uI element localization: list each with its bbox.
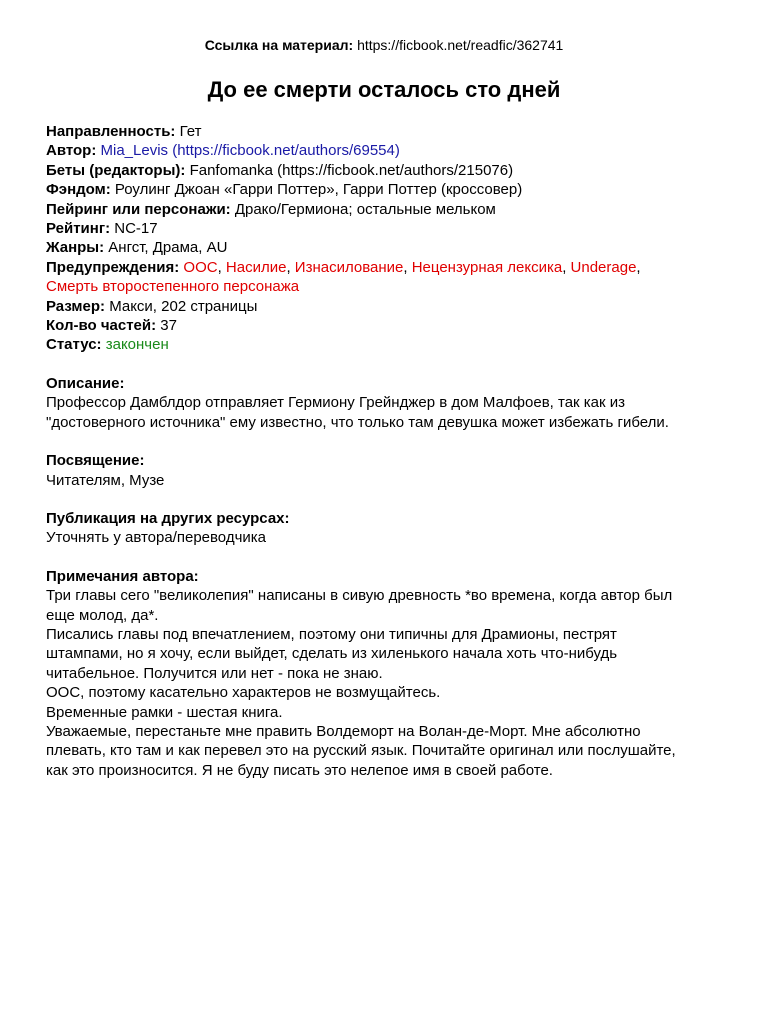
text-line: Уточнять у автора/переводчика <box>46 529 267 547</box>
meta-rating-value: NC-17 <box>114 220 158 238</box>
author-url-link[interactable]: (https://ficbook.net/authors/69554) <box>172 142 400 160</box>
meta-fandom <box>46 180 736 199</box>
warning-tag[interactable]: Смерть второстепенного персонажа <box>46 278 300 296</box>
meta-pairing-label: Пейринг или персонажи: <box>46 200 231 218</box>
meta-direction <box>46 122 736 141</box>
text-line: Временные рамки - шестая книга. <box>46 703 283 721</box>
text-line: Профессор Дамблдор отправляет Гермиону Грейнджер в дом Малфоев, так как из <box>46 394 626 412</box>
section-body <box>46 586 736 780</box>
meta-parts <box>46 316 736 335</box>
warning-tag[interactable]: Нецензурная лексика <box>411 258 563 276</box>
meta-parts-label: Кол-во частей: <box>46 317 157 335</box>
meta-warnings <box>46 258 736 297</box>
meta-pairing <box>46 200 736 219</box>
source-url[interactable]: https://ficbook.net/readfic/362741 <box>357 37 564 53</box>
text-line: читабельное. Получится или нет - пока не знаю. <box>46 664 383 682</box>
meta-betas <box>46 161 736 180</box>
text-line: еще молод, да*. <box>46 606 159 624</box>
meta-fandom-label: Фэндом: <box>46 181 111 199</box>
status-badge: закончен <box>105 336 169 354</box>
meta-size-value: Макси, 202 страницы <box>109 297 258 315</box>
meta-direction-label: Направленность: <box>46 123 176 140</box>
text-line: Писались главы под впечатлением, поэтому они типичны для Драмионы, пестрят <box>46 625 617 643</box>
warning-separator: , <box>403 258 412 276</box>
meta-fandom-value: Роулинг Джоан «Гарри Поттер», Гарри Поттер (кроссовер) <box>114 181 523 199</box>
meta-size-label: Размер: <box>46 297 106 315</box>
warning-tag[interactable]: Изнасилование <box>294 258 404 276</box>
meta-genres-value: Ангст, Драма, AU <box>108 239 228 257</box>
text-line: "достоверного источника" ему известно, что только там девушка может избежать гибели. <box>46 413 669 431</box>
warning-tag[interactable]: ООС <box>183 258 218 276</box>
warning-separator: , <box>562 258 571 276</box>
meta-genres <box>46 238 736 257</box>
meta-author-label: Автор: <box>46 142 97 160</box>
meta-pairing-value: Драко/Гермиона; остальные мельком <box>234 200 496 218</box>
section-dedication <box>46 451 736 490</box>
metadata-block <box>46 122 736 355</box>
document-title: До ее смерти осталось сто дней <box>207 77 561 102</box>
section-author-notes <box>46 567 736 780</box>
meta-size <box>46 297 736 316</box>
warning-separator: , <box>286 258 295 276</box>
warning-separator: , <box>636 258 641 276</box>
author-name-link[interactable]: Mia_Levis <box>100 142 169 160</box>
meta-betas-value: Fanfomanka (https://ficbook.net/authors/215076) <box>189 161 514 179</box>
text-line: плевать, кто там и как перевел это на русский язык. Почитайте оригинал или послушайте, <box>46 742 676 760</box>
text-line: Читателям, Музе <box>46 471 165 489</box>
meta-warnings-label: Предупреждения: <box>46 258 180 276</box>
section-body <box>46 528 736 547</box>
section-body <box>46 471 736 490</box>
source-link-line <box>0 36 768 54</box>
meta-betas-label: Беты (редакторы): <box>46 161 186 179</box>
section-description <box>46 374 736 432</box>
text-line: как это произносится. Я не буду писать это нелепое имя в своей работе. <box>46 761 553 779</box>
source-label: Ссылка на материал: <box>204 37 354 53</box>
meta-author <box>46 141 736 160</box>
text-line: Три главы сего "великолепия" написаны в сивую древность *во времена, когда автор был <box>46 587 673 605</box>
section-body <box>46 393 736 432</box>
warning-tag[interactable]: Underage <box>570 258 637 276</box>
meta-genres-label: Жанры: <box>46 239 105 257</box>
meta-direction-value: Гет <box>179 123 202 140</box>
meta-status-label: Статус: <box>46 336 102 354</box>
section-heading: Публикация на других ресурсах: <box>46 509 290 527</box>
warning-separator: , <box>217 258 226 276</box>
text-line: Уважаемые, перестаньте мне править Волдеморт на Волан-де-Морт. Мне абсолютно <box>46 722 641 740</box>
meta-parts-value: 37 <box>160 317 177 335</box>
section-heading: Описание: <box>46 374 125 392</box>
meta-status <box>46 335 736 354</box>
meta-rating-label: Рейтинг: <box>46 220 111 238</box>
text-line: ООС, поэтому касательно характеров не возмущайтесь. <box>46 684 441 702</box>
warning-tag[interactable]: Насилие <box>225 258 287 276</box>
text-line: штампами, но я хочу, если выйдет, сделать из хиленького начала хоть что-нибудь <box>46 645 618 663</box>
meta-rating <box>46 219 736 238</box>
section-publication <box>46 509 736 548</box>
section-heading: Посвящение: <box>46 452 145 470</box>
document-page <box>46 36 736 780</box>
section-heading: Примечания автора: <box>46 567 199 585</box>
